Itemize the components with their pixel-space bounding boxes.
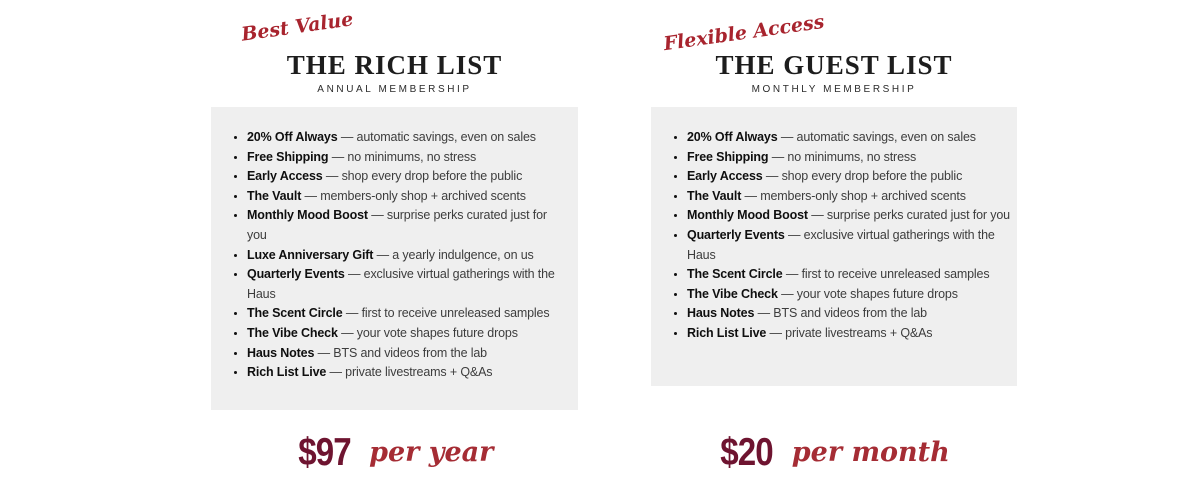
perk-item — [247, 206, 564, 245]
perk-name: 20% Off Always — [247, 130, 338, 144]
perk-item — [687, 128, 1015, 148]
perk-desc: — no minimums, no stress — [331, 149, 477, 164]
perk-item — [687, 187, 1015, 207]
perk-name: Early Access — [247, 169, 323, 184]
perk-desc: — BTS and videos from the lab — [757, 306, 927, 321]
perk-name: Early Access — [687, 169, 763, 184]
perk-item — [687, 148, 1015, 168]
perk-item — [247, 148, 564, 168]
perk-item — [687, 324, 1015, 344]
perk-item — [247, 128, 564, 148]
perk-item — [247, 324, 564, 344]
price-period: per month — [791, 436, 950, 468]
perk-name: The Vault — [247, 188, 302, 203]
card-title: THE RICH LIST — [286, 50, 503, 80]
badge-best-value: Best Value — [240, 8, 355, 46]
perk-desc: — private livestreams + Q&As — [769, 325, 933, 340]
perk-name: Haus Notes — [687, 306, 755, 321]
price-amount: $97 — [297, 429, 351, 474]
card-title: THE GUEST LIST — [715, 50, 953, 80]
perk-desc: — shop every drop before the public — [325, 169, 523, 184]
perk-desc: — a yearly indulgence, on us — [376, 247, 534, 262]
perk-name: Rich List Live — [247, 365, 327, 380]
perk-item — [247, 363, 564, 383]
perk-name: The Vault — [687, 188, 742, 203]
price-monthly — [651, 431, 1017, 473]
perk-name: The Scent Circle — [687, 267, 783, 282]
perk-name: Monthly Mood Boost — [247, 208, 368, 223]
perk-desc: — automatic savings, even on sales — [780, 130, 976, 144]
perk-list — [211, 107, 578, 383]
perk-name: Luxe Anniversary Gift — [247, 247, 374, 262]
perk-name: Rich List Live — [687, 325, 767, 340]
perk-name: Quarterly Events — [247, 267, 345, 282]
perk-name: The Vibe Check — [687, 286, 778, 301]
perk-desc: — members-only shop + archived scents — [304, 188, 526, 203]
perk-desc: — surprise perks curated just for you — [811, 208, 1010, 223]
badge-flexible-access: Flexible Access — [662, 10, 826, 56]
perk-item — [687, 285, 1015, 305]
card-subtitle: ANNUAL MEMBERSHIP — [317, 84, 472, 95]
membership-card-guest-list — [651, 0, 1017, 500]
perk-name: The Scent Circle — [247, 306, 343, 321]
price-annual — [211, 431, 578, 473]
perk-desc: — first to receive unreleased samples — [345, 306, 550, 321]
perk-desc: — members-only shop + archived scents — [744, 188, 966, 203]
perk-desc: — exclusive virtual gatherings with the Haus — [687, 227, 995, 262]
perk-item — [247, 167, 564, 187]
perk-list — [651, 107, 1017, 344]
perk-desc: — automatic savings, even on sales — [340, 130, 536, 144]
perk-desc: — your vote shapes future drops — [341, 325, 518, 340]
perk-item — [247, 187, 564, 207]
perk-desc: — exclusive virtual gatherings with the Haus — [247, 267, 555, 301]
perk-item — [247, 246, 564, 266]
perk-name: Monthly Mood Boost — [687, 208, 808, 223]
perk-item — [247, 304, 564, 324]
perk-item — [687, 304, 1015, 324]
perk-desc: — BTS and videos from the lab — [317, 345, 487, 360]
perk-name: 20% Off Always — [687, 130, 778, 144]
perk-item — [247, 265, 564, 304]
perk-name: Quarterly Events — [687, 227, 785, 242]
perk-item — [687, 265, 1015, 285]
perk-desc: — shop every drop before the public — [765, 169, 963, 184]
membership-card-rich-list — [211, 0, 578, 500]
perk-item — [247, 344, 564, 364]
perk-item — [687, 167, 1015, 187]
perk-desc: — no minimums, no stress — [771, 149, 917, 164]
perk-list-panel — [211, 107, 578, 410]
perk-name: Haus Notes — [247, 345, 315, 360]
perk-item — [687, 226, 1015, 265]
perk-desc: — private livestreams + Q&As — [329, 365, 493, 380]
perk-item — [687, 206, 1015, 226]
perk-list-panel — [651, 107, 1017, 386]
price-amount: $20 — [720, 429, 774, 474]
card-subtitle: MONTHLY MEMBERSHIP — [751, 84, 917, 95]
perk-name: Free Shipping — [687, 149, 769, 164]
perk-desc: — your vote shapes future drops — [781, 286, 958, 301]
perk-desc: — surprise perks curated just for you — [247, 208, 547, 242]
perk-name: Free Shipping — [247, 149, 329, 164]
perk-name: The Vibe Check — [247, 325, 338, 340]
perk-desc: — first to receive unreleased samples — [785, 267, 990, 282]
price-period: per year — [369, 436, 494, 468]
